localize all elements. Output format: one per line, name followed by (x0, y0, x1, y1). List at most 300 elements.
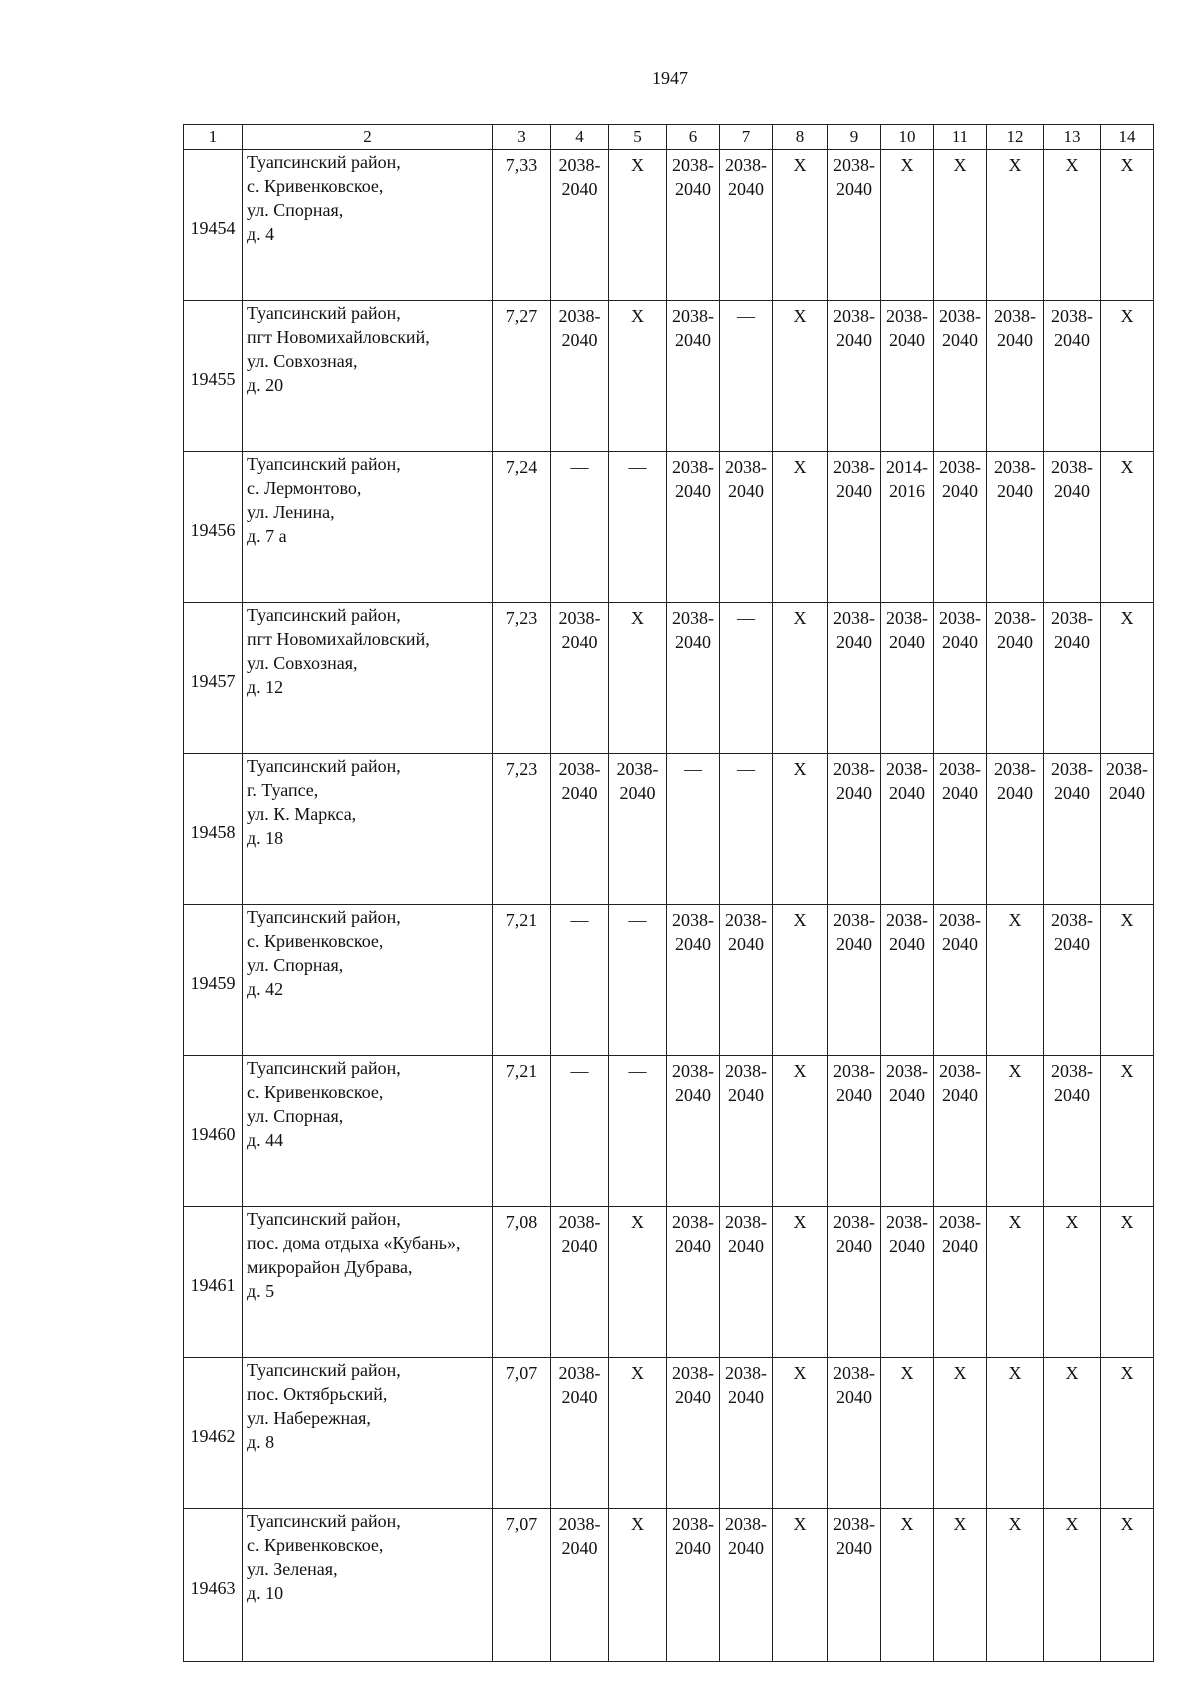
period-start: 2038- (558, 306, 601, 326)
address-line: с. Кривенковское, (247, 1535, 384, 1555)
period-end: 2040 (889, 783, 925, 803)
period-end: 2040 (561, 1538, 598, 1558)
address-line: д. 20 (247, 375, 284, 395)
period-cell (1044, 754, 1101, 905)
period-cell (720, 150, 773, 301)
address-line: Туапсинский район, (247, 907, 401, 927)
period-cell: X (1044, 150, 1101, 301)
period-cell (828, 150, 881, 301)
period-cell (934, 1207, 987, 1358)
period-cell (667, 603, 720, 754)
period-cell (667, 452, 720, 603)
period-end: 2040 (1054, 330, 1090, 350)
period-start: 2038- (939, 759, 981, 779)
period-cell (667, 1207, 720, 1358)
period-end: 2016 (889, 481, 925, 501)
period-cell (667, 301, 720, 452)
period-cell: X (609, 1358, 667, 1509)
period-start: 2038- (558, 759, 601, 779)
address-line: ул. Спорная, (247, 200, 344, 220)
period-cell: X (934, 1509, 987, 1662)
period-cell: X (609, 1509, 667, 1662)
period-end: 2040 (836, 1236, 872, 1256)
value-cell: 7,27 (493, 301, 551, 452)
period-cell: — (609, 452, 667, 603)
period-start: 2038- (725, 457, 767, 477)
period-start: 2038- (833, 1363, 875, 1383)
period-start: 2038- (725, 1212, 767, 1232)
column-header: 2 (243, 125, 493, 150)
period-cell: X (1101, 150, 1154, 301)
column-header: 7 (720, 125, 773, 150)
period-cell (667, 1056, 720, 1207)
row-id: 19457 (184, 603, 243, 754)
period-cell: X (881, 1509, 934, 1662)
row-id: 19455 (184, 301, 243, 452)
period-start: 2038- (886, 1061, 928, 1081)
column-header: 5 (609, 125, 667, 150)
period-end: 2040 (889, 632, 925, 652)
value-cell: 7,23 (493, 754, 551, 905)
period-end: 2040 (997, 632, 1033, 652)
period-start: 2038- (672, 608, 714, 628)
period-end: 2040 (836, 481, 872, 501)
period-start: 2038- (939, 608, 981, 628)
period-end: 2040 (942, 783, 978, 803)
table-row (184, 150, 1154, 301)
value-cell: 7,33 (493, 150, 551, 301)
address-line: д. 10 (247, 1583, 284, 1603)
row-id: 19463 (184, 1509, 243, 1662)
period-start: 2038- (939, 1212, 981, 1232)
period-start: 2038- (558, 155, 601, 175)
address-line: Туапсинский район, (247, 605, 401, 625)
period-cell (720, 1509, 773, 1662)
period-cell: X (773, 1207, 828, 1358)
column-header: 6 (667, 125, 720, 150)
address-line: д. 12 (247, 677, 284, 697)
address-line: ул. Совхозная, (247, 653, 358, 673)
period-cell (934, 1056, 987, 1207)
period-cell (881, 905, 934, 1056)
address-line: д. 7 а (247, 526, 287, 546)
value-cell: 7,24 (493, 452, 551, 603)
address-line: Туапсинский район, (247, 1360, 401, 1380)
period-cell (551, 1509, 609, 1662)
period-start: 2038- (1051, 608, 1093, 628)
period-end: 2040 (942, 1085, 978, 1105)
address-line: ул. Набережная, (247, 1408, 371, 1428)
period-end: 2040 (561, 632, 598, 652)
period-cell: — (720, 754, 773, 905)
period-cell (881, 1207, 934, 1358)
period-start: 2038- (833, 457, 875, 477)
period-cell (667, 1509, 720, 1662)
period-cell: X (934, 1358, 987, 1509)
period-end: 2040 (675, 1538, 711, 1558)
period-start: 2038- (833, 910, 875, 930)
period-cell (551, 603, 609, 754)
period-start: 2038- (725, 1514, 767, 1534)
period-start: 2038- (1051, 306, 1093, 326)
period-end: 2040 (997, 330, 1033, 350)
address-cell (243, 1056, 493, 1207)
column-header: 1 (184, 125, 243, 150)
period-cell (987, 754, 1044, 905)
period-cell: X (987, 1358, 1044, 1509)
period-start: 2038- (994, 608, 1036, 628)
period-start: 2038- (939, 910, 981, 930)
period-end: 2040 (997, 481, 1033, 501)
period-end: 2040 (561, 783, 598, 803)
period-cell: X (773, 452, 828, 603)
period-end: 2040 (619, 783, 656, 803)
period-cell: X (987, 1509, 1044, 1662)
period-end: 2040 (997, 783, 1033, 803)
column-header: 12 (987, 125, 1044, 150)
period-start: 2038- (558, 1514, 601, 1534)
period-end: 2040 (836, 1387, 872, 1407)
period-start: 2038- (672, 155, 714, 175)
period-start: 2038- (725, 910, 767, 930)
address-line: с. Кривенковское, (247, 1082, 384, 1102)
period-end: 2040 (728, 1085, 764, 1105)
column-header: 4 (551, 125, 609, 150)
period-cell (720, 1358, 773, 1509)
period-cell: X (1101, 603, 1154, 754)
value-cell: 7,07 (493, 1509, 551, 1662)
period-end: 2040 (1054, 934, 1090, 954)
period-start: 2038- (886, 759, 928, 779)
period-end: 2040 (728, 481, 764, 501)
address-cell (243, 301, 493, 452)
address-cell (243, 603, 493, 754)
period-start: 2038- (886, 306, 928, 326)
period-start: 2038- (833, 1212, 875, 1232)
header-row (184, 125, 1154, 150)
period-cell: X (609, 1207, 667, 1358)
period-cell (1044, 452, 1101, 603)
period-cell (667, 150, 720, 301)
column-header: 9 (828, 125, 881, 150)
period-end: 2040 (836, 1085, 872, 1105)
period-cell (828, 1207, 881, 1358)
period-cell (881, 603, 934, 754)
period-end: 2040 (889, 1236, 925, 1256)
period-cell: — (609, 1056, 667, 1207)
address-cell (243, 452, 493, 603)
period-start: 2038- (939, 1061, 981, 1081)
period-cell: X (987, 905, 1044, 1056)
address-line: с. Лермонтово, (247, 478, 362, 498)
period-cell (881, 1056, 934, 1207)
address-line: ул. К. Маркса, (247, 804, 357, 824)
period-cell: X (773, 1358, 828, 1509)
period-cell (987, 603, 1044, 754)
period-end: 2040 (561, 1236, 598, 1256)
period-start: 2038- (672, 1061, 714, 1081)
address-line: пос. дома отдыха «Кубань», (247, 1233, 461, 1253)
period-cell (551, 150, 609, 301)
table-body (184, 125, 1154, 1662)
period-start: 2038- (725, 1363, 767, 1383)
period-cell: — (720, 301, 773, 452)
period-start: 2038- (672, 457, 714, 477)
period-end: 2040 (675, 179, 711, 199)
column-header: 10 (881, 125, 934, 150)
table-row (184, 452, 1154, 603)
period-start: 2038- (833, 608, 875, 628)
address-line: пос. Октябрьский, (247, 1384, 388, 1404)
row-id: 19461 (184, 1207, 243, 1358)
address-line: Туапсинский район, (247, 1511, 401, 1531)
page-number: 1947 (652, 68, 688, 88)
address-line: микрорайон Дубрава, (247, 1257, 413, 1277)
period-cell: X (1044, 1207, 1101, 1358)
address-line: с. Кривенковское, (247, 931, 384, 951)
period-cell (987, 452, 1044, 603)
address-line: д. 4 (247, 224, 275, 244)
period-cell: X (1101, 1358, 1154, 1509)
period-end: 2040 (836, 783, 872, 803)
period-start: 2038- (1051, 910, 1093, 930)
period-end: 2040 (675, 632, 711, 652)
period-start: 2038- (994, 306, 1036, 326)
period-start: 2038- (886, 1212, 928, 1232)
period-cell (934, 905, 987, 1056)
period-start: 2038- (725, 1061, 767, 1081)
address-line: Туапсинский район, (247, 303, 401, 323)
period-end: 2040 (675, 1085, 711, 1105)
period-cell (881, 754, 934, 905)
period-end: 2040 (889, 330, 925, 350)
period-start: 2038- (886, 608, 928, 628)
period-start: 2038- (1051, 1061, 1093, 1081)
period-cell: X (1101, 452, 1154, 603)
period-cell: X (1101, 1207, 1154, 1358)
address-line: д. 5 (247, 1281, 275, 1301)
period-end: 2040 (728, 1387, 764, 1407)
period-start: 2038- (558, 1363, 601, 1383)
period-end: 2040 (942, 330, 978, 350)
address-cell (243, 1358, 493, 1509)
period-end: 2040 (889, 934, 925, 954)
period-cell (1101, 754, 1154, 905)
address-line: с. Кривенковское, (247, 176, 384, 196)
period-start: 2038- (939, 457, 981, 477)
period-end: 2040 (836, 632, 872, 652)
period-cell (934, 603, 987, 754)
period-start: 2038- (833, 306, 875, 326)
period-start: 2038- (672, 910, 714, 930)
address-line: Туапсинский район, (247, 454, 401, 474)
period-cell: X (609, 603, 667, 754)
table-row (184, 1358, 1154, 1509)
period-cell (881, 301, 934, 452)
period-end: 2040 (728, 1236, 764, 1256)
row-id: 19459 (184, 905, 243, 1056)
column-header: 8 (773, 125, 828, 150)
period-cell (609, 754, 667, 905)
period-cell: — (551, 1056, 609, 1207)
address-line: ул. Ленина, (247, 502, 335, 522)
period-end: 2040 (675, 481, 711, 501)
value-cell: 7,23 (493, 603, 551, 754)
period-start: 2038- (833, 1061, 875, 1081)
period-end: 2040 (836, 934, 872, 954)
address-cell (243, 1509, 493, 1662)
period-cell (934, 452, 987, 603)
period-cell (1044, 301, 1101, 452)
table-row (184, 905, 1154, 1056)
period-cell: X (773, 905, 828, 1056)
period-cell: X (881, 1358, 934, 1509)
period-end: 2040 (889, 1085, 925, 1105)
address-line: Туапсинский район, (247, 1058, 401, 1078)
period-start: 2038- (994, 759, 1036, 779)
value-cell: 7,21 (493, 1056, 551, 1207)
row-id: 19454 (184, 150, 243, 301)
period-cell: X (1101, 301, 1154, 452)
period-cell: X (773, 1056, 828, 1207)
period-end: 2040 (942, 934, 978, 954)
address-line: д. 44 (247, 1130, 284, 1150)
period-end: 2040 (942, 1236, 978, 1256)
period-cell (1044, 603, 1101, 754)
address-line: д. 18 (247, 828, 284, 848)
period-end: 2040 (675, 934, 711, 954)
period-start: 2038- (886, 910, 928, 930)
registry-table (183, 124, 1154, 1662)
period-start: 2038- (994, 457, 1036, 477)
period-start: 2038- (833, 155, 875, 175)
table-row (184, 1509, 1154, 1662)
period-cell: X (773, 301, 828, 452)
address-line: ул. Совхозная, (247, 351, 358, 371)
period-cell: X (773, 603, 828, 754)
address-line: Туапсинский район, (247, 1209, 401, 1229)
period-cell (551, 301, 609, 452)
period-start: 2014- (886, 457, 928, 477)
period-end: 2040 (836, 1538, 872, 1558)
address-cell (243, 754, 493, 905)
table-row (184, 1207, 1154, 1358)
row-id: 19462 (184, 1358, 243, 1509)
period-end: 2040 (728, 1538, 764, 1558)
period-cell (551, 754, 609, 905)
period-cell: X (773, 754, 828, 905)
period-cell: — (720, 603, 773, 754)
column-header: 13 (1044, 125, 1101, 150)
period-end: 2040 (561, 1387, 598, 1407)
period-start: 2038- (1106, 759, 1148, 779)
period-cell: — (667, 754, 720, 905)
period-cell (881, 452, 934, 603)
period-cell (828, 754, 881, 905)
period-end: 2040 (675, 330, 711, 350)
address-line: ул. Спорная, (247, 955, 344, 975)
value-cell: 7,07 (493, 1358, 551, 1509)
period-cell: — (551, 905, 609, 1056)
period-cell: X (1101, 1509, 1154, 1662)
period-start: 2038- (672, 306, 714, 326)
period-cell: X (609, 150, 667, 301)
period-start: 2038- (558, 1212, 601, 1232)
period-cell: X (1101, 905, 1154, 1056)
value-cell: 7,21 (493, 905, 551, 1056)
address-line: Туапсинский район, (247, 152, 401, 172)
period-end: 2040 (561, 330, 598, 350)
period-cell (987, 301, 1044, 452)
period-end: 2040 (728, 934, 764, 954)
address-line: Туапсинский район, (247, 756, 401, 776)
period-cell (667, 1358, 720, 1509)
address-line: д. 8 (247, 1432, 275, 1452)
period-cell: X (1101, 1056, 1154, 1207)
row-id: 19458 (184, 754, 243, 905)
period-end: 2040 (675, 1387, 711, 1407)
period-cell (828, 1509, 881, 1662)
period-cell (1044, 905, 1101, 1056)
value-cell: 7,08 (493, 1207, 551, 1358)
period-end: 2040 (1054, 481, 1090, 501)
period-end: 2040 (836, 179, 872, 199)
period-start: 2038- (833, 759, 875, 779)
period-cell: X (881, 150, 934, 301)
period-cell (828, 452, 881, 603)
period-cell: X (1044, 1509, 1101, 1662)
period-cell: X (987, 1207, 1044, 1358)
table-row (184, 301, 1154, 452)
period-end: 2040 (942, 632, 978, 652)
period-cell: X (773, 1509, 828, 1662)
period-end: 2040 (675, 1236, 711, 1256)
period-start: 2038- (833, 1514, 875, 1534)
period-cell (551, 1358, 609, 1509)
period-cell: X (987, 150, 1044, 301)
period-cell (828, 301, 881, 452)
period-start: 2038- (672, 1212, 714, 1232)
period-cell (720, 1056, 773, 1207)
period-start: 2038- (725, 155, 767, 175)
period-cell (828, 1056, 881, 1207)
period-cell: X (609, 301, 667, 452)
period-cell (720, 452, 773, 603)
address-line: ул. Зеленая, (247, 1559, 338, 1579)
period-cell (551, 1207, 609, 1358)
period-cell: X (1044, 1358, 1101, 1509)
period-start: 2038- (558, 608, 601, 628)
period-start: 2038- (1051, 457, 1093, 477)
period-start: 2038- (1051, 759, 1093, 779)
period-end: 2040 (728, 179, 764, 199)
address-line: пгт Новомихайловский, (247, 327, 430, 347)
period-end: 2040 (942, 481, 978, 501)
address-cell (243, 1207, 493, 1358)
column-header: 14 (1101, 125, 1154, 150)
period-cell (934, 301, 987, 452)
period-start: 2038- (672, 1363, 714, 1383)
period-cell (934, 754, 987, 905)
period-cell: X (934, 150, 987, 301)
row-id: 19460 (184, 1056, 243, 1207)
period-cell: X (987, 1056, 1044, 1207)
table-row (184, 1056, 1154, 1207)
period-start: 2038- (672, 1514, 714, 1534)
address-line: д. 42 (247, 979, 284, 999)
period-end: 2040 (561, 179, 598, 199)
period-cell: — (609, 905, 667, 1056)
